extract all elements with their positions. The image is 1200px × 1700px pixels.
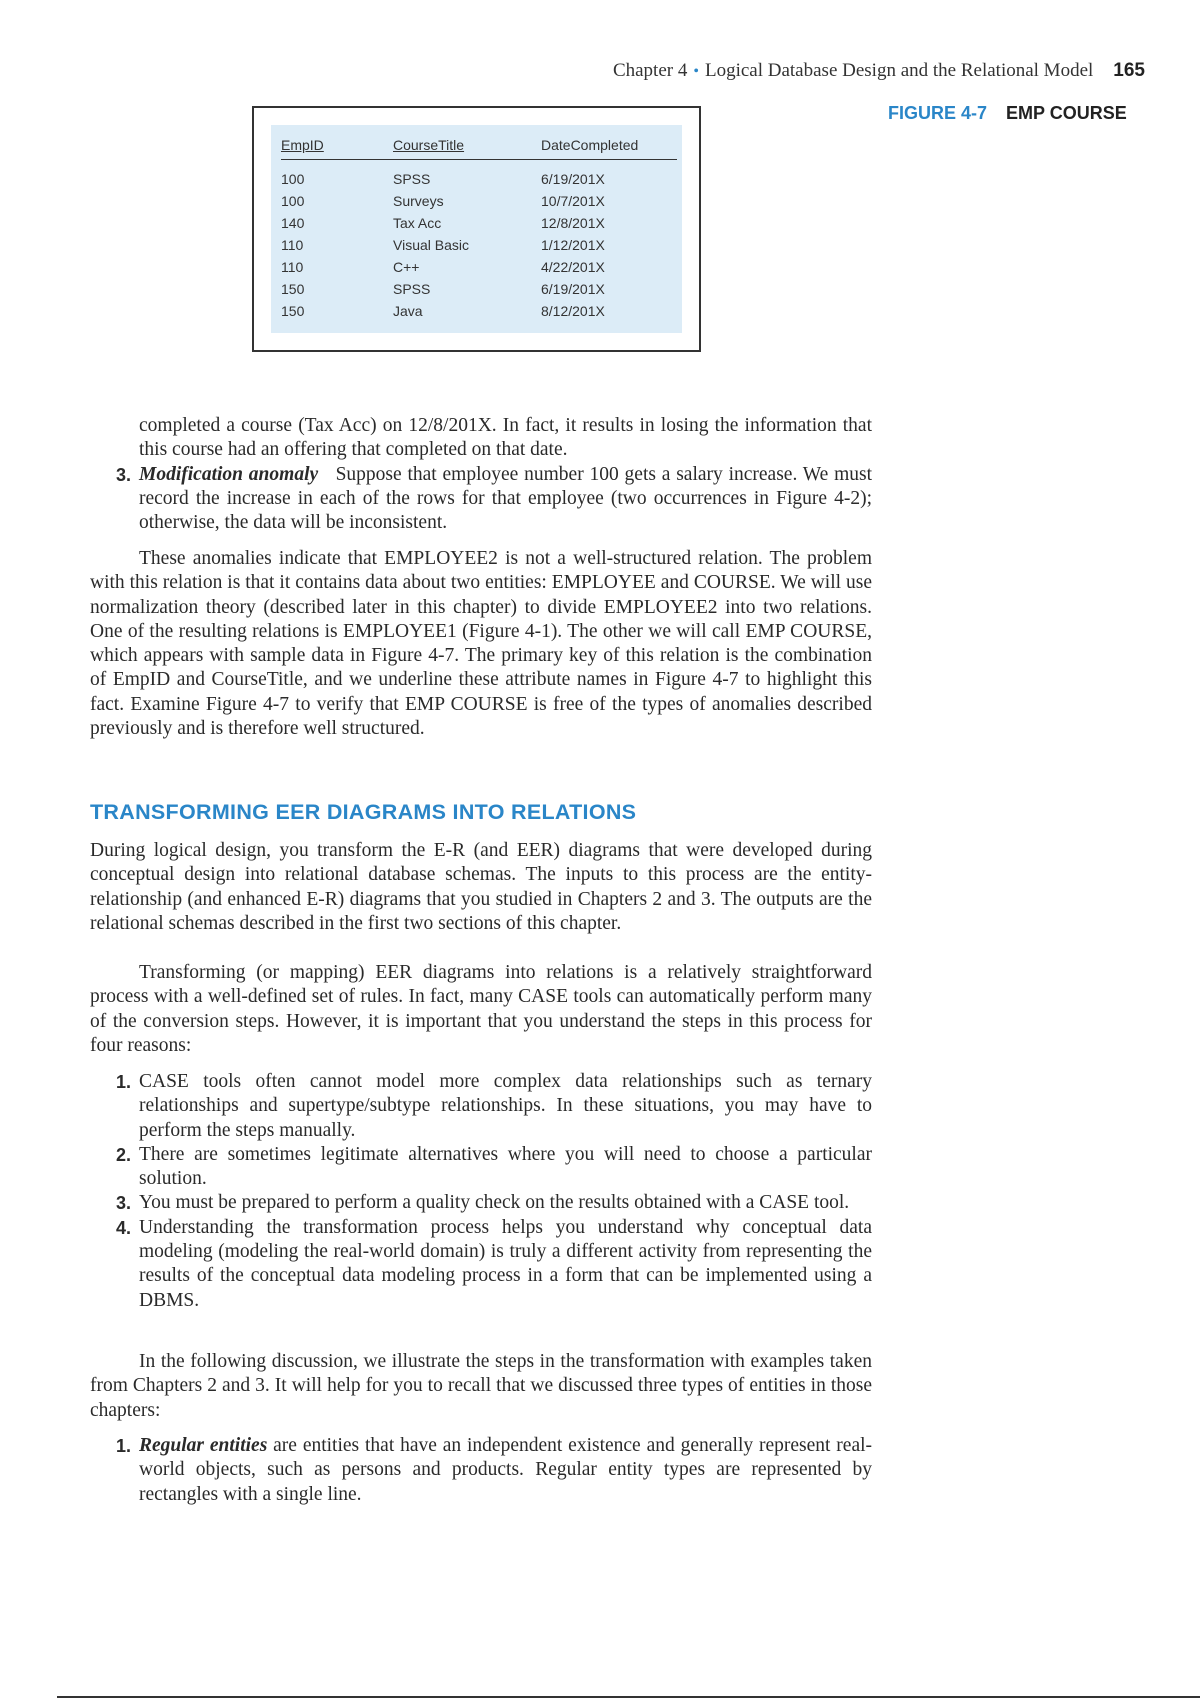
- paragraph-discussion: In the following discussion, we illustrate the steps in the transformation with examples taken from Chapters 2 and 3. It will help for you to recall that we discussed three types of entities in those chapters:: [90, 1351, 872, 1421]
- list-item-regular-entities: [90, 1434, 872, 1507]
- cell-datecompleted: 6/19/201X: [541, 171, 605, 187]
- figure-emp-course: [252, 106, 701, 352]
- section-heading: TRANSFORMING EER DIAGRAMS INTO RELATIONS: [90, 800, 637, 824]
- figure-title: EMP COURSE: [1006, 103, 1127, 123]
- cell-coursetitle: Surveys: [393, 193, 444, 209]
- cell-empid: 150: [281, 303, 305, 319]
- list-number: 1.: [116, 1436, 132, 1456]
- entity-types-list: [90, 1434, 872, 1507]
- table-row: [281, 278, 677, 300]
- reasons-list: [90, 1070, 872, 1313]
- emp-course-table: [281, 133, 677, 322]
- cell-empid: 100: [281, 171, 305, 187]
- list-item-continuation: completed a course (Tax Acc) on 12/8/201X. In fact, it results in losing the information that this course had an offering that completed on that date.: [139, 415, 872, 461]
- term-regular-entities: Regular entities: [139, 1435, 268, 1456]
- cell-datecompleted: 4/22/201X: [541, 259, 605, 275]
- table-row: [281, 234, 677, 256]
- table-row: [281, 160, 677, 191]
- figure-caption: [888, 103, 1127, 124]
- col-header-coursetitle: CourseTitle: [393, 133, 541, 160]
- list-item: 4. Understanding the transformation process helps you understand why conceptual data modeling (modeling the real-world domain) is truly a different activity from representing the results of the conceptual data modeling process in a form that can be implemented using a DBMS.: [116, 1216, 872, 1311]
- table-row: [281, 256, 677, 278]
- cell-coursetitle: Java: [393, 303, 423, 319]
- cell-datecompleted: 12/8/201X: [541, 215, 605, 231]
- col-header-empid: EmpID: [281, 133, 393, 160]
- bottom-rule: [57, 1696, 1200, 1698]
- anomalies-list-block: [90, 414, 872, 535]
- chapter-title: Logical Database Design and the Relational Model: [704, 60, 1094, 81]
- list-item: 1. CASE tools often cannot model more complex data relationships such as ternary relationships and supertype/subtype relationships. In these situations, you may have to perform the steps manually.: [116, 1071, 872, 1141]
- list-item-text: Suppose that employee number 100 gets a salary increase. We must record the increase in each of the rows for that employee (two occurrences in Figure 4-2); otherwise, the data will be inconsistent.: [139, 463, 873, 534]
- cell-empid: 100: [281, 193, 305, 209]
- list-item: 3. You must be prepared to perform a quality check on the results obtained with a CASE tool.: [116, 1192, 850, 1214]
- cell-datecompleted: 8/12/201X: [541, 303, 605, 319]
- table-row: [281, 190, 677, 212]
- cell-datecompleted: 10/7/201X: [541, 193, 605, 209]
- table-row: [281, 300, 677, 322]
- term-modification-anomaly: Modification anomaly: [139, 463, 319, 485]
- paragraph-mapping: Transforming (or mapping) EER diagrams into relations is a relatively straightforward process with a well-defined set of rules. In fact, many CASE tools can automatically perform many of the conversion steps. However, it is important that you understand the steps in this process for four reasons:: [90, 962, 872, 1056]
- table-row: [281, 212, 677, 234]
- cell-datecompleted: 1/12/201X: [541, 237, 605, 253]
- cell-coursetitle: SPSS: [393, 171, 431, 187]
- cell-coursetitle: Tax Acc: [393, 215, 442, 231]
- chapter-label: Chapter 4: [612, 60, 688, 81]
- col-header-datecompleted: DateCompleted: [541, 133, 677, 160]
- table-header-row: [281, 133, 677, 160]
- cell-empid: 110: [281, 259, 304, 275]
- paragraph-anomalies: These anomalies indicate that EMPLOYEE2 is not a well-structured relation. The problem with this relation is that it contains data about two entities: EMPLOYEE and COURSE. We will use normalization theory (described later in this chapter) to divide EMPLOYEE2 into two relations. One of the resulting relations is EMPLOYEE1 (Figure 4-1). The other we will call EMP COURSE, which appears with sample data in Figure 4-7. The primary key of this relation is the combination of EmpID and CourseTitle, and we underline these attribute names in Figure 4-7 to highlight this fact. Examine Figure 4-7 to verify that EMP COURSE is free of the types of anomalies described previously and is therefore well structured.: [90, 548, 872, 740]
- cell-coursetitle: Visual Basic: [393, 237, 470, 253]
- bullet-icon: •: [693, 63, 699, 80]
- cell-coursetitle: C++: [393, 259, 420, 275]
- list-item-modification-anomaly: [90, 463, 872, 536]
- figure-number: FIGURE 4-7: [888, 103, 988, 123]
- list-item-text: are entities that have an independent existence and generally represent real-world objects, such as persons and products. Regular entity types are represented by rectangles with a single line.: [139, 1435, 873, 1505]
- cell-datecompleted: 6/19/201X: [541, 281, 605, 297]
- page-number: 165: [1113, 60, 1145, 81]
- figure-table-panel: [271, 125, 682, 333]
- cell-empid: 110: [281, 237, 304, 253]
- cell-empid: 150: [281, 281, 305, 297]
- running-head: [580, 60, 1145, 82]
- list-number: 3.: [116, 464, 132, 485]
- cell-empid: 140: [281, 215, 305, 231]
- list-item: 2. There are sometimes legitimate alternatives where you will need to choose a particular solution.: [116, 1143, 872, 1190]
- paragraph-intro: During logical design, you transform the E-R (and EER) diagrams that were developed during conceptual design into relational database schemas. The inputs to this process are the entity-relationship (and enhanced E-R) diagrams that you studied in Chapters 2 and 3. The outputs are the relational schemas described in the first two sections of this chapter.: [90, 840, 872, 934]
- cell-coursetitle: SPSS: [393, 281, 431, 297]
